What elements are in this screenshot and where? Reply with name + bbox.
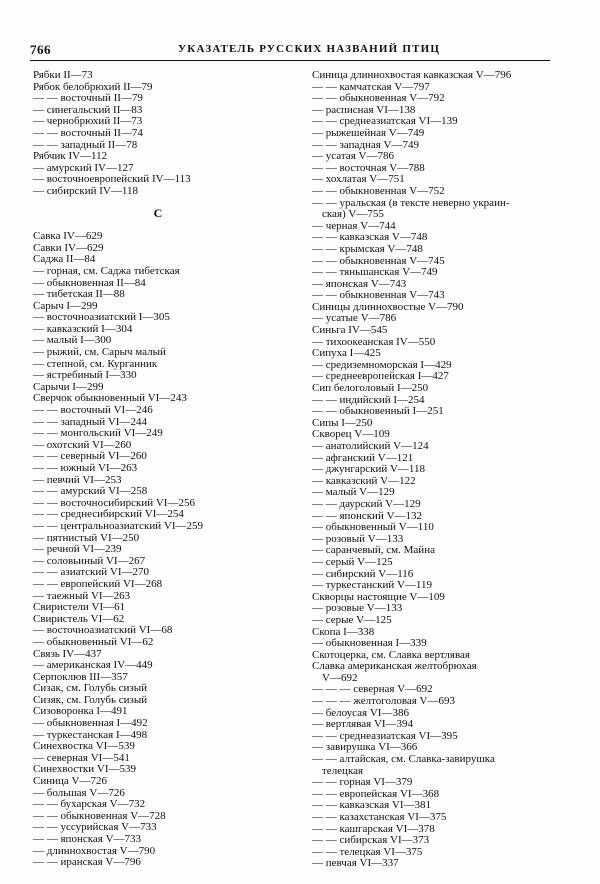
index-entry: Скопа I—338 xyxy=(312,625,375,638)
index-entry: — — восточная V—788 xyxy=(312,161,425,174)
index-entry: Синица длиннохвостая кавказская V—796 xyxy=(312,69,512,81)
index-entry: — — кашгарская VI—378 xyxy=(312,822,435,835)
index-entry: — большая V—726 xyxy=(33,786,125,799)
index-entry: Синьга IV—545 xyxy=(312,324,388,337)
index-entry: Рябки II—73 xyxy=(33,69,93,81)
index-entry: — рыжий, см. Сарыч малый xyxy=(33,346,166,359)
index-entry: — восточноевропейский IV—113 xyxy=(33,173,191,186)
index-entry: Рябок белобрюхий II—79 xyxy=(33,80,153,93)
index-entry: — расписная VI—138 xyxy=(312,103,416,116)
index-entry: — хохлатая V—751 xyxy=(312,173,405,186)
index-entry: — северная VI—541 xyxy=(33,751,130,764)
index-entry: Сверчок обыкновенный VI—243 xyxy=(33,392,187,405)
index-entry: — — сибирская VI—373 xyxy=(312,834,430,847)
section-letter: С xyxy=(153,205,163,220)
index-entry: Сипуха I—425 xyxy=(312,347,381,360)
page-header xyxy=(30,42,550,58)
index-entry: — — обыкновенная V—743 xyxy=(312,289,445,302)
index-entry: — анатолийский V—124 xyxy=(312,440,429,452)
index-entry: — кавказский I—304 xyxy=(33,322,133,335)
index-entry: Серпоклюв III—357 xyxy=(33,670,128,683)
index-entry: Синицы длиннохвостые V—790 xyxy=(312,300,464,313)
index-entry: — малый V—129 xyxy=(312,486,395,499)
index-entry: — — европейский VI—268 xyxy=(33,577,163,590)
index-entry: — афганский V—121 xyxy=(312,451,414,464)
index-entry: — — западный II—78 xyxy=(33,138,138,151)
index-entry: Саджа II—84 xyxy=(33,253,96,266)
index-entry: — — восточный II—74 xyxy=(33,126,143,139)
index-entry: — — камчатская V—797 xyxy=(312,80,430,93)
index-entry: — — обыкновенная V—792 xyxy=(312,92,445,105)
index-entry: — черная V—744 xyxy=(312,219,396,232)
index-entry: — — японский V—132 xyxy=(312,509,423,522)
index-entry-continuation: ская) V—755 xyxy=(322,208,384,221)
index-entry: — чернобрюхий II—73 xyxy=(33,115,143,128)
index-entry: — — азиатский VI—270 xyxy=(33,566,150,579)
index-entry: — розовые V—133 xyxy=(312,602,403,615)
index-entry: — пятнистый VI—250 xyxy=(33,531,140,544)
page-number: 766 xyxy=(30,42,51,57)
index-entry: Скотоцерка, см. Славка вертлявая xyxy=(312,648,470,661)
index-entry: — средиземноморская I—429 xyxy=(312,358,452,371)
index-entry: — обыкновенная I—339 xyxy=(312,637,427,650)
index-entry: — — европейская VI—368 xyxy=(312,787,440,800)
index-entry: — восточноазиатский VI—68 xyxy=(33,624,173,637)
index-entry: — — даурский V—129 xyxy=(312,497,421,510)
index-entry: — — — северная V—692 xyxy=(312,683,433,696)
index-entry: — — кавказская VI—381 xyxy=(312,799,432,812)
index-entry: Синехвостка VI—539 xyxy=(33,740,135,753)
index-entry: — — обыкновенный I—251 xyxy=(312,405,444,418)
index-entry: Свиристели VI—61 xyxy=(33,601,126,614)
index-entry: — обыкновенная I—492 xyxy=(33,717,148,730)
index-entry: — японская V—743 xyxy=(312,277,407,290)
index-entry: — — казахстанская VI—375 xyxy=(312,811,447,823)
index-entry: — обыкновенная II—84 xyxy=(33,276,146,289)
index-entry: — сибирский V—116 xyxy=(312,567,414,580)
index-entry-continuation: телецкая xyxy=(322,764,364,777)
index-entry: — завирушка VI—366 xyxy=(312,741,418,754)
index-entry: — восточноазиатский I—305 xyxy=(33,311,170,324)
index-entry: Сарыч I—299 xyxy=(33,299,98,312)
index-entry: — певчая VI—337 xyxy=(312,857,399,870)
index-entry: — — тяньшанская V—749 xyxy=(312,266,438,279)
index-column-left xyxy=(33,70,283,869)
index-entry: Сипы I—250 xyxy=(312,416,373,429)
index-entry: — соловьиный VI—267 xyxy=(33,554,146,567)
index-entry: — — восточный II—79 xyxy=(33,92,143,105)
index-entry: — певчий VI—253 xyxy=(33,473,122,486)
index-entry: — амурский IV—127 xyxy=(33,161,134,174)
index-entry: Синица V—726 xyxy=(33,775,107,788)
index-entry: — белоусая VI—386 xyxy=(312,706,409,719)
index-entry: — серые V—125 xyxy=(312,613,392,626)
running-title: УКАЗАТЕЛЬ РУССКИХ НАЗВАНИЙ ПТИЦ xyxy=(178,43,441,55)
index-entry: Сип белоголовый I—250 xyxy=(312,382,429,395)
index-entry: — — амурский VI—258 xyxy=(33,485,148,498)
index-entry: Связь IV—437 xyxy=(33,647,102,660)
index-entry: — рыжешейная V—749 xyxy=(312,126,425,139)
index-entry: — среднеевропейская I—427 xyxy=(312,370,449,383)
index-entry: Скворцы настоящие V—109 xyxy=(312,590,445,603)
header-rule xyxy=(30,60,550,61)
index-entry: — речной VI—239 xyxy=(33,543,122,556)
index-entry: — джунгарский V—118 xyxy=(312,463,426,476)
index-entry: — — восточный VI—246 xyxy=(33,404,153,417)
index-entry: — — среднесибирский VI—254 xyxy=(33,508,184,521)
index-entry: — кавказский V—122 xyxy=(312,474,416,487)
index-entry: — — иранская V—796 xyxy=(33,856,141,869)
index-entry: — — среднеазиатская VI—395 xyxy=(312,729,458,742)
index-entry: — охотский VI—260 xyxy=(33,438,132,451)
index-entry: — малый I—300 xyxy=(33,334,112,347)
index-entry: — американская IV—449 xyxy=(33,659,153,672)
index-entry: Савки IV—629 xyxy=(33,241,104,254)
index-entry: — длиннохвостая V—790 xyxy=(33,844,156,857)
index-entry: — таежный VI—263 xyxy=(33,589,131,602)
index-entry: — — восточносибирский VI—256 xyxy=(33,496,195,509)
index-entry: — саранчевый, см. Майна xyxy=(312,544,435,557)
index-entry: — обыкновенный VI—62 xyxy=(33,635,154,648)
index-entry: — горная, см. Саджа тибетская xyxy=(33,264,180,277)
index-entry: Синехвостки VI—539 xyxy=(33,763,137,776)
index-entry: — серый V—125 xyxy=(312,555,393,568)
index-entry: Скворец V—109 xyxy=(312,428,390,441)
index-entry: Сарычи I—299 xyxy=(33,380,104,393)
index-entry: — — западный VI—244 xyxy=(33,415,147,428)
index-entry: Сизоворонка I—491 xyxy=(33,705,128,718)
index-entry: — — бухарская V—732 xyxy=(33,798,146,811)
index-entry: — — западная V—749 xyxy=(312,138,419,151)
index-entry: — — центральноазиатский VI—259 xyxy=(33,519,203,532)
index-entry: — обыкновенный V—110 xyxy=(312,521,434,534)
index-entry: — тибетская II—88 xyxy=(33,288,125,301)
index-entry: — — кавказская V—748 xyxy=(312,231,428,244)
index-entry: — — обыкновенная V—745 xyxy=(312,254,445,267)
index-entry: — ястребиный I—330 xyxy=(33,369,137,382)
index-entry: — — обыкновенная V—728 xyxy=(33,809,166,822)
index-entry: — — крымская V—748 xyxy=(312,242,423,255)
index-entry: — синегальский II—83 xyxy=(33,103,143,116)
index-entry: — — среднеазиатская VI—139 xyxy=(312,115,458,128)
index-entry-continuation: V—692 xyxy=(322,671,358,684)
index-entry: Славка американская желтобрюхая xyxy=(312,660,477,673)
index-entry: — — уссурийская V—733 xyxy=(33,821,157,834)
index-entry: — усатая V—786 xyxy=(312,150,394,163)
index-entry: — вертлявая VI—394 xyxy=(312,718,414,731)
index-entry: — туркестанская I—498 xyxy=(33,728,148,741)
index-entry: — — южный VI—263 xyxy=(33,462,138,474)
index-entry: — розовый V—133 xyxy=(312,532,404,545)
index-entry: — — обыкновенная V—752 xyxy=(312,184,445,197)
index-entry: — — монгольский VI—249 xyxy=(33,427,163,440)
index-column-right xyxy=(312,70,562,870)
index-entry: — — телецкая VI—375 xyxy=(312,845,423,858)
index-entry: — — горная VI—379 xyxy=(312,776,413,789)
index-entry: — туркестанский V—119 xyxy=(312,579,433,592)
index-entry: — сибирский IV—118 xyxy=(33,184,138,197)
index-entry: — — алтайская, см. Славка-завирушка xyxy=(312,753,495,766)
index-entry: — — уральская (в тексте неверно украин- xyxy=(312,196,510,209)
index-entry: Свиристель VI—62 xyxy=(33,612,125,625)
index-entry: — — японская V—733 xyxy=(33,833,142,845)
index-entry: — — индийский I—254 xyxy=(312,393,425,406)
index-entry: — тихоокеанская IV—550 xyxy=(312,335,436,348)
index-entry: Сизяк, см. Голубь сизый xyxy=(33,693,148,706)
index-entry: — степной, см. Курганник xyxy=(33,357,158,370)
index-entry: Сизак, см. Голубь сизый xyxy=(33,682,147,695)
index-entry: — — — желтоголовая V—693 xyxy=(312,695,456,708)
index-entry: Рябчик IV—112 xyxy=(33,150,108,163)
index-entry: — — северный VI—260 xyxy=(33,450,147,463)
index-entry: — усатые V—786 xyxy=(312,312,397,325)
index-entry: Савка IV—629 xyxy=(33,230,103,243)
